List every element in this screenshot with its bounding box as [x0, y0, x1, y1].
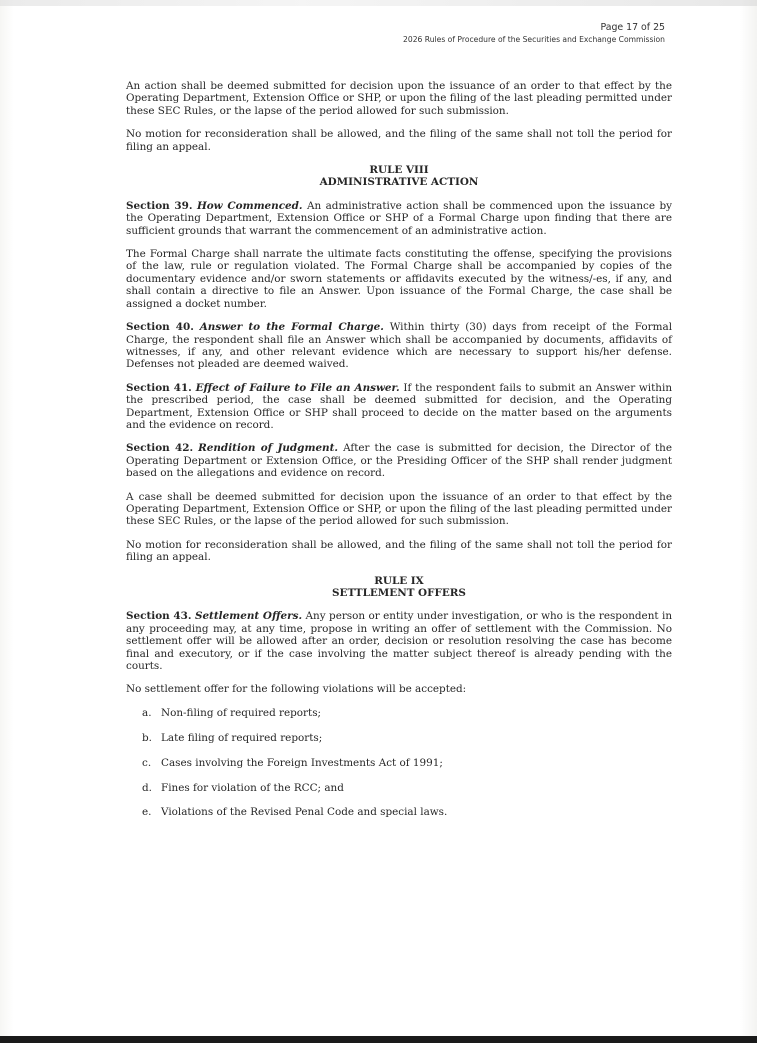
section-number: Section 42. [126, 442, 194, 455]
section-43 [126, 610, 672, 672]
page-number: Page 17 of 25 [600, 22, 665, 33]
section-title: How Commenced. [196, 199, 303, 212]
list-marker: d. [142, 781, 152, 794]
list-item-text: Cases involving the Foreign Investments Act of 1991; [161, 756, 443, 769]
section-41 [126, 382, 672, 432]
section-number: Section 43. [126, 610, 192, 623]
document-title: 2026 Rules of Procedure of the Securities and Exchange Commission [403, 35, 665, 44]
list-item-text: Fines for violation of the RCC; and [161, 781, 344, 794]
section-text: If the respondent fails to submit an Answer within the prescribed period, the case shall be deemed submitted for decision, and the Operating Department, Extension Office or SHP shall proceed to decide on the matter based on the arguments and the evidence on record. [126, 381, 673, 431]
section-text: After the case is submitted for decision, the Director of the Operating Department or Extension Office, or the Presiding Officer of the SHP shall render judgment based on the allegations and evidence on record. [126, 442, 672, 480]
list-item [142, 757, 672, 769]
body-paragraph: A case shall be deemed submitted for decision upon the issuance of an order to that effect by the Operating Department, Extension Office or SHP, or upon the filing of the last pleading permitted under these SEC Rules, or the lapse of the period allowed for such submission. [126, 490, 672, 528]
body-paragraph: An action shall be deemed submitted for decision upon the issuance of an order to that effect by the Operating Department, Extension Office or SHP, or upon the filing of the last pleading permitted under these SEC Rules, or the lapse of the period allowed for such submission. [126, 80, 672, 117]
list-item-text: Non-filing of required reports; [161, 706, 322, 719]
rule-number: RULE IX [374, 574, 424, 587]
section-title: Rendition of Judgment. [198, 442, 339, 455]
list-item-text: Violations of the Revised Penal Code and special laws. [161, 806, 448, 819]
list-item [142, 707, 672, 719]
section-title: Settlement Offers. [194, 610, 303, 623]
section-number: Section 40. [126, 321, 194, 334]
section-number: Section 39. [126, 199, 193, 212]
list-item [142, 806, 672, 818]
body-paragraph: No motion for reconsideration shall be allowed, and the filing of the same shall not toll the period for filing an appeal. [126, 538, 672, 564]
section-39 [126, 200, 672, 237]
list-marker: a. [142, 706, 152, 719]
scan-bottom-edge [0, 1036, 757, 1043]
section-42 [126, 442, 672, 479]
section-text: An administrative action shall be commenced upon the issuance by the Operating Department, Extension Office or SHP of a Formal Charge upon finding that there are sufficient grounds that warrant the commencement of an administrative action. [126, 199, 672, 237]
rule-heading-ix [126, 575, 672, 600]
rule-heading-viii [126, 164, 672, 189]
rule-number: RULE VIII [369, 164, 429, 177]
section-title: Answer to the Formal Charge. [199, 321, 384, 334]
list-marker: c. [142, 756, 152, 769]
section-text: Any person or entity under investigation, or who is the respondent in any proceeding may, at any time, propose in writing an offer of settlement with the Commission. No settlement offer will be allowed after an order, decision or resolution resolving the case has become final and executory, or if the case involving the matter subject thereof is already pending with the courts. [126, 610, 673, 673]
rule-title: SETTLEMENT OFFERS [332, 587, 466, 599]
list-marker: e. [142, 806, 152, 819]
section-40 [126, 321, 672, 371]
rule-title: ADMINISTRATIVE ACTION [319, 176, 479, 189]
section-title: Effect of Failure to File an Answer. [195, 381, 400, 394]
section-text: Within thirty (30) days from receipt of the Formal Charge, the respondent shall file an Answer which shall be accompanied by documents, affidavits of witnesses, if any, and other relevant evidence which are necessary to support his/her defense. Defenses not pleaded are deemed waived. [126, 321, 673, 371]
list-intro: No settlement offer for the following violations will be accepted: [126, 683, 467, 696]
list-item-text: Late filing of required reports; [161, 731, 323, 744]
violations-list [126, 707, 672, 819]
body-paragraph: The Formal Charge shall narrate the ultimate facts constituting the offense, specifying the provisions of the law, rule or regulation violated. The Formal Charge shall be accompanied by copies of the documentary evidence and/or sworn statements or affidavits executed by the witness/-es, if any, and shall contain a directive to file an Answer. Upon issuance of the Formal Charge, the case shall be assigned a docket number. [126, 248, 672, 310]
page-body [126, 80, 672, 831]
page-header [403, 22, 665, 45]
list-item [142, 782, 672, 794]
scan-top-edge [0, 0, 757, 6]
body-paragraph: No motion for reconsideration shall be allowed, and the filing of the same shall not toll the period for filing an appeal. [126, 128, 672, 153]
list-item [142, 732, 672, 744]
list-marker: b. [142, 731, 152, 744]
section-number: Section 41. [126, 381, 192, 394]
